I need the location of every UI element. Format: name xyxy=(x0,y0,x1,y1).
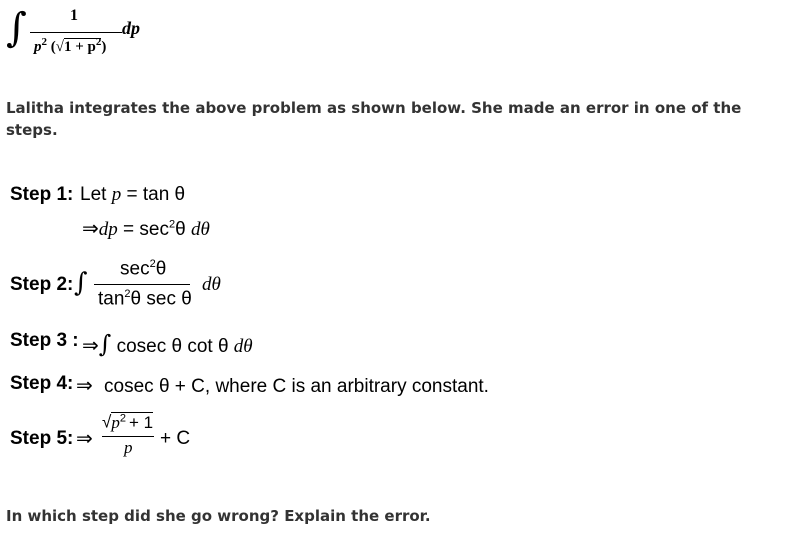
step-5 xyxy=(10,412,310,462)
step-5-plus-c: + C xyxy=(160,428,191,449)
step-2-integral-sign: ∫ xyxy=(74,268,88,298)
step-4-expr: ⇒ cosec θ + C, where C is an arbitrary constant. xyxy=(76,373,489,397)
step-5-implies: ⇒ xyxy=(76,426,93,450)
step-3-expr: ⇒∫ cosec θ cot θ dθ xyxy=(82,330,253,358)
step-5-label: Step 5: xyxy=(10,428,74,449)
step-3 xyxy=(10,330,410,360)
step-2-numerator: $\sec^2\theta$ xyxy=(120,258,167,280)
intro-text: Lalitha integrates the above problem as shown below. She made an error in one of the steps. xyxy=(6,99,742,139)
integral-sign: ∫ xyxy=(6,5,27,51)
problem-integral xyxy=(6,4,156,64)
problem-denominator: $p^2$ $(√1 + p^2)$ xyxy=(34,36,107,55)
step-5-denominator: p xyxy=(124,438,133,457)
step-1-label: Step 1: xyxy=(10,184,74,205)
step-2-dtheta: dθ xyxy=(202,274,221,295)
step-5-numerator: $√p^2 + 1$ xyxy=(102,412,154,432)
step-2-label: Step 2: xyxy=(10,274,74,295)
step-2-denominator: $\tan^2\theta$ sec θ xyxy=(98,288,192,310)
step-2 xyxy=(10,256,310,318)
problem-fraction-bar xyxy=(30,32,122,33)
step-1-let: Let p = tan θ xyxy=(80,184,186,205)
step-4 xyxy=(10,373,570,403)
step-1-dp: ⇒dp = $\sec^2\theta$ dθ xyxy=(82,216,210,240)
problem-numerator: 1 xyxy=(70,7,78,24)
step-2-fraction-bar xyxy=(94,284,190,285)
step-3-label: Step 3 : xyxy=(10,330,79,351)
step-5-fraction-bar xyxy=(102,436,154,437)
problem-differential: dp xyxy=(122,18,140,38)
step-4-label: Step 4: xyxy=(10,373,74,394)
question-text: In which step did she go wrong? Explain the error. xyxy=(6,507,431,525)
step-1 xyxy=(10,184,510,244)
